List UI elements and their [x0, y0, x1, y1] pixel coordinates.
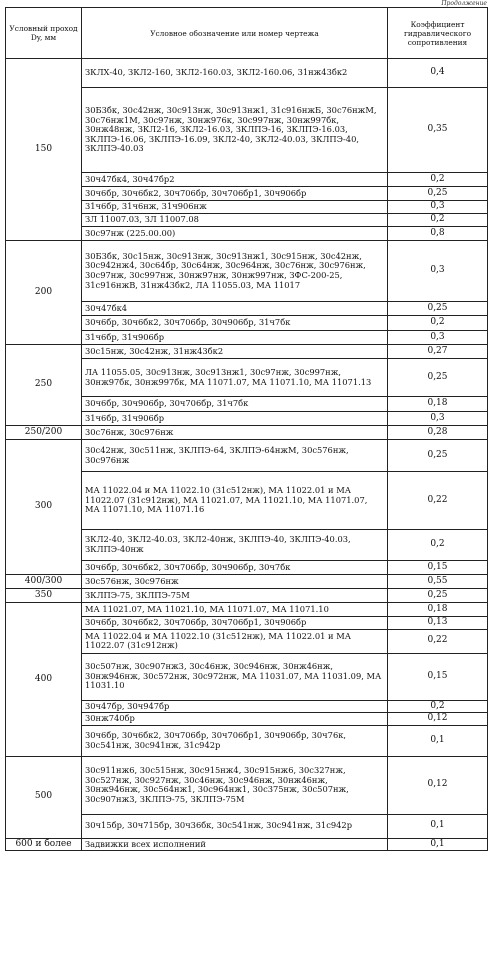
- designation-cell: 30ч15бр, 30ч715бр, 30ч36бк, 30с541нж, 30с941нж, 31с942р: [82, 814, 388, 838]
- designation-cell: МА 11022.04 и МА 11022.10 (31с512нж), МА 11022.01 и МА 11022.07 (31с912нж), МА 11021.07, МА 11021.10, МА 11071.07, МА 11071.10, МА 11071.16: [82, 472, 388, 530]
- designation-cell: МА 11022.04 и МА 11022.10 (31с512нж), МА 11022.01 и МА 11022.07 (31с912нж): [82, 629, 388, 653]
- table-row: [6, 426, 488, 440]
- coefficient-cell: 0,25: [388, 302, 488, 316]
- designation-cell: 30ч6бр, 30ч6бк2, 30ч706бр, 30ч706бр1, 30ч906бр: [82, 617, 388, 630]
- coefficient-cell: 0,22: [388, 472, 488, 530]
- table-row: [6, 603, 488, 617]
- coefficient-cell: 0,2: [388, 173, 488, 187]
- header-nominal-bore: Условный проход Dy, мм: [6, 8, 82, 59]
- nominal-bore-cell: 400/300: [6, 575, 82, 589]
- table-row: [6, 838, 488, 851]
- designation-cell: 30с97нж (225.00.00): [82, 227, 388, 241]
- coefficient-cell: 0,12: [388, 713, 488, 726]
- designation-cell: ЗЛ 11007.03, ЗЛ 11007.08: [82, 214, 388, 227]
- header-coefficient: Коэффициент гидравлического сопротивления: [388, 8, 488, 59]
- coefficient-cell: 0,22: [388, 629, 488, 653]
- designation-cell: 30с911нж6, 30с515нж, 30с915нж4, 30с915нж6, 30с327нж, 30с527нж, 30с927нж, 30с46нж, 30с946нж, 30нж46нж, 30нж946нж, 30с564нж1, 30с964нж1, 30с375нж, 30с507нж, 30с907нж3, ЗКЛПЭ-75, ЗКЛПЭ-75М: [82, 756, 388, 814]
- designation-cell: 30с42нж, 30с511нж, ЗКЛПЭ-64, ЗКЛПЭ-64нжМ, 30с576нж, 30с976нж: [82, 440, 388, 472]
- coefficient-cell: 0,3: [388, 201, 488, 214]
- designation-cell: МА 11021.07, МА 11021.10, МА 11071.07, МА 11071.10: [82, 603, 388, 617]
- nominal-bore-cell: 200: [6, 241, 82, 345]
- nominal-bore-cell: 300: [6, 440, 82, 575]
- coefficient-cell: 0,3: [388, 241, 488, 302]
- table-row: [6, 345, 488, 359]
- nominal-bore-cell: 350: [6, 589, 82, 603]
- nominal-bore-cell: 250: [6, 345, 82, 426]
- designation-cell: 31ч6бр, 31ч906бр: [82, 331, 388, 345]
- table-row: [6, 575, 488, 589]
- designation-cell: 30ч6бр, 30ч6бк2, 30ч706бр, 30ч706бр1, 30ч906бр: [82, 187, 388, 201]
- header-designation: Условное обозначение или номер чертежа: [82, 8, 388, 59]
- designation-cell: 30ч47бк4, 30ч47бр2: [82, 173, 388, 187]
- coefficient-cell: 0,15: [388, 653, 488, 700]
- designation-cell: ЗКЛПЭ-75, ЗКЛПЭ-75М: [82, 589, 388, 603]
- continuation-note: Продолжение: [441, 0, 487, 7]
- designation-cell: 30ч6бр, 30ч906бр, 30ч706бр, 31ч7бк: [82, 397, 388, 412]
- coefficient-cell: 0,13: [388, 617, 488, 630]
- table-row: [6, 589, 488, 603]
- table-row: [6, 440, 488, 472]
- nominal-bore-cell: 250/200: [6, 426, 82, 440]
- designation-cell: Задвижки всех исполнений: [82, 838, 388, 851]
- designation-cell: 30с15нж, 30с42нж, 31нж43бк2: [82, 345, 388, 359]
- designation-cell: 31ч6бр, 31ч6нж, 31ч906нж: [82, 201, 388, 214]
- coefficient-cell: 0,2: [388, 530, 488, 561]
- coefficient-cell: 0,2: [388, 214, 488, 227]
- nominal-bore-cell: 500: [6, 756, 82, 838]
- coefficient-cell: 0,1: [388, 725, 488, 756]
- coefficient-cell: 0,3: [388, 412, 488, 426]
- designation-cell: 30ч47бк4: [82, 302, 388, 316]
- designation-cell: 30ч47бр, 30ч947бр: [82, 700, 388, 713]
- coefficient-cell: 0,25: [388, 359, 488, 397]
- designation-cell: ЛА 11055.05, 30с913нж, 30с913нж1, 30с97нж, 30с997нж, 30нж97бк, 30нж997бк, МА 11071.07, МА 11071.10, МА 11071.13: [82, 359, 388, 397]
- designation-cell: 30с507нж, 30с907нж3, 30с46нж, 30с946нж, 30нж46нж, 30нж946нж, 30с572нж, 30с972нж, МА 11031.07, МА 11031.09, МА 11031.10: [82, 653, 388, 700]
- coefficient-cell: 0,2: [388, 316, 488, 331]
- coefficient-cell: 0,15: [388, 561, 488, 575]
- designation-cell: 30Б3бк, 30с42нж, 30с913нж, 30с913нж1, 31с916нжБ, 30с76нжМ, 30с76нж1М, 30с97нж, 30нж976к, 30с997нж, 30нж997бк, 30нж48нж, ЗКЛ2-16, ЗКЛ2-16.03, ЗКЛПЭ-16, ЗКЛПЭ-16.03, ЗКЛПЭ-16.06, ЗКЛПЭ-16.09, ЗКЛ2-40, ЗКЛ2-40.03, ЗКЛПЭ-40, ЗКЛПЭ-40.03: [82, 88, 388, 173]
- coefficient-cell: 0,8: [388, 227, 488, 241]
- coefficient-cell: 0,18: [388, 603, 488, 617]
- header-row: [6, 8, 488, 59]
- coefficient-cell: 0,25: [388, 187, 488, 201]
- table-row: [6, 241, 488, 302]
- table-row: [6, 756, 488, 814]
- coefficient-cell: 0,3: [388, 331, 488, 345]
- nominal-bore-cell: 150: [6, 59, 82, 241]
- coefficient-cell: 0,1: [388, 838, 488, 851]
- coefficient-cell: 0,55: [388, 575, 488, 589]
- coefficient-cell: 0,35: [388, 88, 488, 173]
- designation-cell: ЗКЛ2-40, ЗКЛ2-40.03, ЗКЛ2-40нж, ЗКЛПЭ-40, ЗКЛПЭ-40.03, ЗКЛПЭ-40нж: [82, 530, 388, 561]
- coefficient-cell: 0,2: [388, 700, 488, 713]
- designation-cell: 30ч6бр, 30ч6бк2, 30ч706бр, 30ч906бр, 30ч7бк: [82, 561, 388, 575]
- designation-cell: 30Б3бк, 30с15нж, 30с913нж, 30с913нж1, 30с915нж, 30с42нж, 30с942нж4, 30с64бр, 30с64нж, 30с964нж, 30с76нж, 30с976нж, 30с97нж, 30с997нж, 30нж97нж, 30нж997нж, ЗФС-200-25, 31с916нжВ, 31нж43бк2, ЛА 11055.03, МА 11017: [82, 241, 388, 302]
- designation-cell: 30нж740бр: [82, 713, 388, 726]
- designation-cell: 30ч6бр, 30ч6бк2, 30ч706бр, 30ч906бр, 31ч7бк: [82, 316, 388, 331]
- nominal-bore-cell: 600 и более: [6, 838, 82, 851]
- designation-cell: ЗКЛХ-40, ЗКЛ2-160, ЗКЛ2-160.03, ЗКЛ2-160.06, 31нж43бк2: [82, 59, 388, 88]
- hydraulic-resistance-table: [5, 7, 488, 851]
- coefficient-cell: 0,18: [388, 397, 488, 412]
- designation-cell: 31ч6бр, 31ч906бр: [82, 412, 388, 426]
- coefficient-cell: 0,4: [388, 59, 488, 88]
- table-header: [6, 8, 488, 59]
- table-body: [6, 59, 488, 851]
- coefficient-cell: 0,25: [388, 440, 488, 472]
- designation-cell: 30с76нж, 30с976нж: [82, 426, 388, 440]
- coefficient-cell: 0,28: [388, 426, 488, 440]
- coefficient-cell: 0,1: [388, 814, 488, 838]
- nominal-bore-cell: 400: [6, 603, 82, 757]
- designation-cell: 30ч6бр, 30ч6бк2, 30ч706бр, 30ч706бр1, 30ч906бр, 30ч76к, 30с541нж, 30с941нж, 31с942р: [82, 725, 388, 756]
- designation-cell: 30с576нж, 30с976нж: [82, 575, 388, 589]
- coefficient-cell: 0,25: [388, 589, 488, 603]
- coefficient-cell: 0,27: [388, 345, 488, 359]
- table-row: [6, 59, 488, 88]
- coefficient-cell: 0,12: [388, 756, 488, 814]
